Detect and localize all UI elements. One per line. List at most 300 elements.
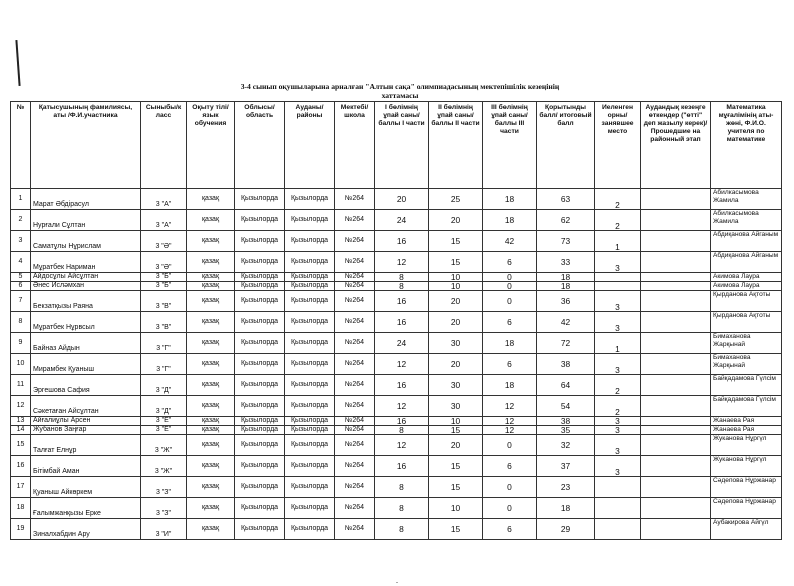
cell-school: №264 — [335, 417, 375, 426]
cell-language: қазақ — [187, 354, 235, 375]
cell-language: қазақ — [187, 291, 235, 312]
table-body — [11, 189, 782, 540]
header-region: Облысы/ область — [235, 102, 285, 189]
cell-name: Сәкетаған Айсұлтан — [31, 396, 141, 417]
cell-name: Нурғали Сұлтан — [31, 210, 141, 231]
cell-place — [595, 519, 641, 540]
cell-passed — [641, 426, 711, 435]
cell-region: Қызылорда — [235, 519, 285, 540]
cell-region: Қызылорда — [235, 273, 285, 282]
cell-school: №264 — [335, 375, 375, 396]
cell-name: Марат Әбдірасул — [31, 189, 141, 210]
results-table — [10, 101, 782, 540]
cell-region: Қызылорда — [235, 312, 285, 333]
cell-class: 3 "З" — [141, 477, 187, 498]
cell-place: 3 — [595, 354, 641, 375]
cell-part1: 8 — [375, 477, 429, 498]
title-line-1: 3-4 сынып оқушыларына арналған "Алтын сақа" олимпиадасының мектепішілік кезеңінің — [240, 82, 560, 91]
cell-language: қазақ — [187, 312, 235, 333]
cell-class: 3 "Б" — [141, 282, 187, 291]
cell-total: 63 — [537, 189, 595, 210]
cell-class: 3 "Е" — [141, 426, 187, 435]
cell-language: қазақ — [187, 282, 235, 291]
cell-name: Бітімбай Аман — [31, 456, 141, 477]
cell-teacher: Байқадамова Гүлсім — [711, 375, 782, 396]
cell-no: 11 — [11, 375, 31, 396]
cell-no: 4 — [11, 252, 31, 273]
cell-name: Әнес Ислəмхан — [31, 282, 141, 291]
cell-school: №264 — [335, 189, 375, 210]
cell-place: 2 — [595, 189, 641, 210]
table-row — [11, 396, 782, 417]
cell-region: Қызылорда — [235, 282, 285, 291]
cell-part3: 0 — [483, 435, 537, 456]
cell-district: Қызылорда — [285, 477, 335, 498]
cell-class: 3 "Ә" — [141, 231, 187, 252]
cell-place: 3 — [595, 456, 641, 477]
cell-class: 3 "В" — [141, 291, 187, 312]
cell-part1: 8 — [375, 426, 429, 435]
cell-part1: 24 — [375, 210, 429, 231]
cell-place — [595, 273, 641, 282]
cell-part2: 20 — [429, 312, 483, 333]
cell-part2: 20 — [429, 291, 483, 312]
title-line-2: хаттамасы — [381, 91, 419, 100]
cell-part2: 30 — [429, 375, 483, 396]
cell-part2: 15 — [429, 231, 483, 252]
cell-place: 2 — [595, 396, 641, 417]
header-language: Оқыту тілі/ язык обучения — [187, 102, 235, 189]
cell-part1: 12 — [375, 252, 429, 273]
cell-no: 6 — [11, 282, 31, 291]
cell-school: №264 — [335, 282, 375, 291]
cell-language: қазақ — [187, 435, 235, 456]
cell-name: Мұратбек Нұрвсыл — [31, 312, 141, 333]
cell-class: 3 "Г" — [141, 354, 187, 375]
cell-no: 14 — [11, 426, 31, 435]
cell-region: Қызылорда — [235, 396, 285, 417]
cell-language: қазақ — [187, 189, 235, 210]
cell-part2: 15 — [429, 252, 483, 273]
table-row — [11, 354, 782, 375]
cell-language: қазақ — [187, 477, 235, 498]
cell-total: 32 — [537, 435, 595, 456]
cell-school: №264 — [335, 498, 375, 519]
cell-part2: 10 — [429, 273, 483, 282]
cell-teacher: Сəдепова Нұржанар — [711, 498, 782, 519]
cell-teacher: Аубакирова Айгүл — [711, 519, 782, 540]
cell-part3: 0 — [483, 273, 537, 282]
cell-part3: 0 — [483, 282, 537, 291]
cell-part3: 6 — [483, 252, 537, 273]
header-district: Ауданы/ районы — [285, 102, 335, 189]
cell-passed — [641, 354, 711, 375]
cell-school: №264 — [335, 231, 375, 252]
cell-total: 23 — [537, 477, 595, 498]
cell-school: №264 — [335, 210, 375, 231]
table-row — [11, 375, 782, 396]
cell-school: №264 — [335, 435, 375, 456]
cell-language: қазақ — [187, 333, 235, 354]
cell-district: Қызылорда — [285, 375, 335, 396]
table-row — [11, 189, 782, 210]
table-row — [11, 210, 782, 231]
cell-school: №264 — [335, 333, 375, 354]
cell-region: Қызылорда — [235, 189, 285, 210]
cell-part1: 8 — [375, 282, 429, 291]
cell-part2: 25 — [429, 189, 483, 210]
cell-region: Қызылорда — [235, 210, 285, 231]
cell-region: Қызылорда — [235, 417, 285, 426]
cell-part2: 15 — [429, 456, 483, 477]
cell-teacher: Байқадамова Гүлсім — [711, 396, 782, 417]
cell-district: Қызылорда — [285, 456, 335, 477]
cell-region: Қызылорда — [235, 375, 285, 396]
cell-total: 38 — [537, 417, 595, 426]
cell-school: №264 — [335, 396, 375, 417]
cell-district: Қызылорда — [285, 210, 335, 231]
cell-part2: 10 — [429, 498, 483, 519]
cell-teacher: Акимова Лаура — [711, 273, 782, 282]
cell-name: Мирамбек Қуаныш — [31, 354, 141, 375]
cell-no: 16 — [11, 456, 31, 477]
cell-region: Қызылорда — [235, 231, 285, 252]
cell-language: қазақ — [187, 231, 235, 252]
cell-part3: 18 — [483, 210, 537, 231]
cell-teacher: Жуканова Нұргүл — [711, 435, 782, 456]
cell-part1: 16 — [375, 231, 429, 252]
cell-class: 3 "Г" — [141, 333, 187, 354]
cell-class: 3 "Д" — [141, 375, 187, 396]
cell-part3: 0 — [483, 498, 537, 519]
cell-language: қазақ — [187, 210, 235, 231]
cell-no: 5 — [11, 273, 31, 282]
cell-language: қазақ — [187, 273, 235, 282]
cell-part1: 12 — [375, 354, 429, 375]
cell-passed — [641, 375, 711, 396]
cell-district: Қызылорда — [285, 396, 335, 417]
cell-total: 36 — [537, 291, 595, 312]
cell-place: 3 — [595, 312, 641, 333]
cell-part3: 12 — [483, 396, 537, 417]
cell-language: қазақ — [187, 417, 235, 426]
cell-district: Қызылорда — [285, 417, 335, 426]
header-no: № — [11, 102, 31, 189]
cell-no: 17 — [11, 477, 31, 498]
cell-school: №264 — [335, 291, 375, 312]
cell-part1: 16 — [375, 375, 429, 396]
header-part2: II бөлімнің ұпай саны/ баллы II части — [429, 102, 483, 189]
cell-part3: 6 — [483, 519, 537, 540]
cell-language: қазақ — [187, 456, 235, 477]
cell-no: 2 — [11, 210, 31, 231]
cell-part2: 15 — [429, 426, 483, 435]
cell-part2: 30 — [429, 333, 483, 354]
cell-district: Қызылорда — [285, 231, 335, 252]
cell-part1: 24 — [375, 333, 429, 354]
cell-passed — [641, 477, 711, 498]
cell-passed — [641, 519, 711, 540]
cell-class: 3 "А" — [141, 210, 187, 231]
table-row — [11, 252, 782, 273]
cell-total: 62 — [537, 210, 595, 231]
cell-part3: 6 — [483, 456, 537, 477]
cell-total: 73 — [537, 231, 595, 252]
cell-passed — [641, 273, 711, 282]
cell-part1: 16 — [375, 312, 429, 333]
cell-teacher: Қырданова Ақтоты — [711, 291, 782, 312]
cell-no: 10 — [11, 354, 31, 375]
cell-name: Айдосұлы Айсұлтан — [31, 273, 141, 282]
cell-no: 19 — [11, 519, 31, 540]
cell-teacher: Абдиқанова Айганым — [711, 231, 782, 252]
table-row — [11, 282, 782, 291]
cell-passed — [641, 312, 711, 333]
cell-school: №264 — [335, 426, 375, 435]
cell-passed — [641, 291, 711, 312]
cell-total: 33 — [537, 252, 595, 273]
cell-no: 8 — [11, 312, 31, 333]
cell-place — [595, 498, 641, 519]
cell-part2: 20 — [429, 435, 483, 456]
cell-part2: 20 — [429, 354, 483, 375]
table-row — [11, 477, 782, 498]
cell-passed — [641, 333, 711, 354]
cell-total: 64 — [537, 375, 595, 396]
cell-total: 72 — [537, 333, 595, 354]
cell-class: 3 "Ә" — [141, 252, 187, 273]
cell-teacher: Сəдепова Нұржанар — [711, 477, 782, 498]
cell-region: Қызылорда — [235, 333, 285, 354]
page-mark: - — [396, 580, 398, 586]
cell-part1: 12 — [375, 396, 429, 417]
table-row — [11, 456, 782, 477]
cell-place: 3 — [595, 417, 641, 426]
cell-region: Қызылорда — [235, 477, 285, 498]
header-part1: I бөлімнің ұпай саны/ баллы I части — [375, 102, 429, 189]
cell-district: Қызылорда — [285, 519, 335, 540]
cell-district: Қызылорда — [285, 291, 335, 312]
header-name: Қатысушының фамилиясы, аты /Ф.И.участника — [31, 102, 141, 189]
cell-part3: 18 — [483, 333, 537, 354]
cell-language: қазақ — [187, 375, 235, 396]
cell-class: 3 "Д" — [141, 396, 187, 417]
cell-region: Қызылорда — [235, 426, 285, 435]
table-row — [11, 273, 782, 282]
cell-place: 1 — [595, 231, 641, 252]
table-row — [11, 333, 782, 354]
cell-language: қазақ — [187, 252, 235, 273]
cell-district: Қызылорда — [285, 273, 335, 282]
cell-teacher: Акимова Лаура — [711, 282, 782, 291]
cell-place: 3 — [595, 426, 641, 435]
table-row — [11, 435, 782, 456]
cell-part2: 15 — [429, 519, 483, 540]
cell-no: 7 — [11, 291, 31, 312]
cell-district: Қызылорда — [285, 426, 335, 435]
cell-part3: 12 — [483, 417, 537, 426]
cell-name: Зиналхабдин Ару — [31, 519, 141, 540]
cell-part1: 8 — [375, 498, 429, 519]
header-school: Мектебі/ школа — [335, 102, 375, 189]
cell-district: Қызылорда — [285, 435, 335, 456]
cell-district: Қызылорда — [285, 354, 335, 375]
header-passed: Аудандық кезеңге өткендер ("өтті" деп жазылу керек)/ Прошедшие на районный этап — [641, 102, 711, 189]
cell-no: 15 — [11, 435, 31, 456]
cell-teacher: Абилкасымова Жамила — [711, 210, 782, 231]
cell-district: Қызылорда — [285, 333, 335, 354]
cell-language: қазақ — [187, 426, 235, 435]
cell-passed — [641, 282, 711, 291]
cell-part1: 12 — [375, 435, 429, 456]
header-total: Қорытынды балл/ итоговый балл — [537, 102, 595, 189]
header-part3: III бөлімнің ұпай саны/ баллы III части — [483, 102, 537, 189]
cell-school: №264 — [335, 273, 375, 282]
cell-school: №264 — [335, 252, 375, 273]
cell-no: 3 — [11, 231, 31, 252]
cell-place: 3 — [595, 291, 641, 312]
cell-district: Қызылорда — [285, 498, 335, 519]
cell-part1: 16 — [375, 456, 429, 477]
table-row — [11, 519, 782, 540]
cell-name: Ғалымжанқызы Ерке — [31, 498, 141, 519]
cell-class: 3 "З" — [141, 498, 187, 519]
cell-place: 1 — [595, 333, 641, 354]
cell-total: 37 — [537, 456, 595, 477]
cell-district: Қызылорда — [285, 312, 335, 333]
cell-school: №264 — [335, 456, 375, 477]
cell-name: Қуаныш Айкөркем — [31, 477, 141, 498]
cell-passed — [641, 396, 711, 417]
header-place: Иеленген орны/ занявшее место — [595, 102, 641, 189]
document-title — [150, 82, 650, 100]
cell-part2: 10 — [429, 282, 483, 291]
cell-teacher: Қырданова Ақтоты — [711, 312, 782, 333]
cell-name: Эргешова Сафия — [31, 375, 141, 396]
cell-class: 3 "И" — [141, 519, 187, 540]
pen-mark — [15, 40, 20, 86]
cell-part3: 6 — [483, 354, 537, 375]
cell-school: №264 — [335, 477, 375, 498]
cell-part3: 18 — [483, 189, 537, 210]
cell-name: Талғат Елнұр — [31, 435, 141, 456]
cell-name: Саматұлы Нұрислам — [31, 231, 141, 252]
cell-part3: 0 — [483, 291, 537, 312]
table-row — [11, 312, 782, 333]
cell-passed — [641, 456, 711, 477]
cell-school: №264 — [335, 519, 375, 540]
cell-language: қазақ — [187, 498, 235, 519]
cell-passed — [641, 498, 711, 519]
cell-class: 3 "Б" — [141, 273, 187, 282]
cell-teacher: Жанаева Рая — [711, 426, 782, 435]
cell-no: 9 — [11, 333, 31, 354]
header-teacher: Математика мұғалімінің аты-жөні, Ф.И.О. учителя по математике — [711, 102, 782, 189]
cell-passed — [641, 231, 711, 252]
cell-part3: 12 — [483, 426, 537, 435]
table-row — [11, 426, 782, 435]
cell-class: 3 "Ж" — [141, 456, 187, 477]
cell-no: 18 — [11, 498, 31, 519]
cell-district: Қызылорда — [285, 282, 335, 291]
cell-total: 18 — [537, 273, 595, 282]
cell-passed — [641, 210, 711, 231]
cell-part1: 8 — [375, 273, 429, 282]
cell-class: 3 "Е" — [141, 417, 187, 426]
cell-total: 29 — [537, 519, 595, 540]
cell-teacher: Жуканова Нұргүл — [711, 456, 782, 477]
cell-total: 54 — [537, 396, 595, 417]
cell-name: Жубанов Заңғар — [31, 426, 141, 435]
cell-name: Айғалиұлы Арсен — [31, 417, 141, 426]
cell-part2: 30 — [429, 396, 483, 417]
cell-total: 42 — [537, 312, 595, 333]
cell-part1: 16 — [375, 417, 429, 426]
cell-part1: 20 — [375, 189, 429, 210]
cell-region: Қызылорда — [235, 498, 285, 519]
cell-no: 1 — [11, 189, 31, 210]
cell-region: Қызылорда — [235, 291, 285, 312]
cell-district: Қызылорда — [285, 189, 335, 210]
cell-no: 12 — [11, 396, 31, 417]
cell-total: 38 — [537, 354, 595, 375]
cell-passed — [641, 189, 711, 210]
cell-place: 2 — [595, 210, 641, 231]
cell-total: 35 — [537, 426, 595, 435]
cell-teacher: Бимаханова Жарқынай — [711, 333, 782, 354]
cell-place: 3 — [595, 252, 641, 273]
cell-part2: 10 — [429, 417, 483, 426]
table-row — [11, 291, 782, 312]
cell-no: 13 — [11, 417, 31, 426]
cell-place: 3 — [595, 435, 641, 456]
cell-teacher: Абдиқанова Айганым — [711, 252, 782, 273]
header-class: Сыныбы/к ласс — [141, 102, 187, 189]
cell-part3: 6 — [483, 312, 537, 333]
cell-language: қазақ — [187, 396, 235, 417]
cell-passed — [641, 435, 711, 456]
cell-place — [595, 477, 641, 498]
cell-place: 2 — [595, 375, 641, 396]
cell-school: №264 — [335, 312, 375, 333]
cell-class: 3 "В" — [141, 312, 187, 333]
cell-class: 3 "Ж" — [141, 435, 187, 456]
cell-total: 18 — [537, 498, 595, 519]
cell-region: Қызылорда — [235, 354, 285, 375]
cell-language: қазақ — [187, 519, 235, 540]
table-row — [11, 498, 782, 519]
cell-part2: 20 — [429, 210, 483, 231]
cell-part3: 18 — [483, 375, 537, 396]
cell-place — [595, 282, 641, 291]
cell-part1: 8 — [375, 519, 429, 540]
cell-total: 18 — [537, 282, 595, 291]
cell-teacher: Жанаева Рая — [711, 417, 782, 426]
cell-region: Қызылорда — [235, 252, 285, 273]
cell-region: Қызылорда — [235, 435, 285, 456]
cell-passed — [641, 417, 711, 426]
cell-part3: 42 — [483, 231, 537, 252]
cell-region: Қызылорда — [235, 456, 285, 477]
cell-teacher: Абилкасымова Жамила — [711, 189, 782, 210]
cell-school: №264 — [335, 354, 375, 375]
cell-name: Байназ Айдын — [31, 333, 141, 354]
cell-part2: 15 — [429, 477, 483, 498]
cell-name: Мұратбек Нариман — [31, 252, 141, 273]
cell-passed — [641, 252, 711, 273]
cell-name: Бекзатқызы Раяна — [31, 291, 141, 312]
cell-part1: 16 — [375, 291, 429, 312]
